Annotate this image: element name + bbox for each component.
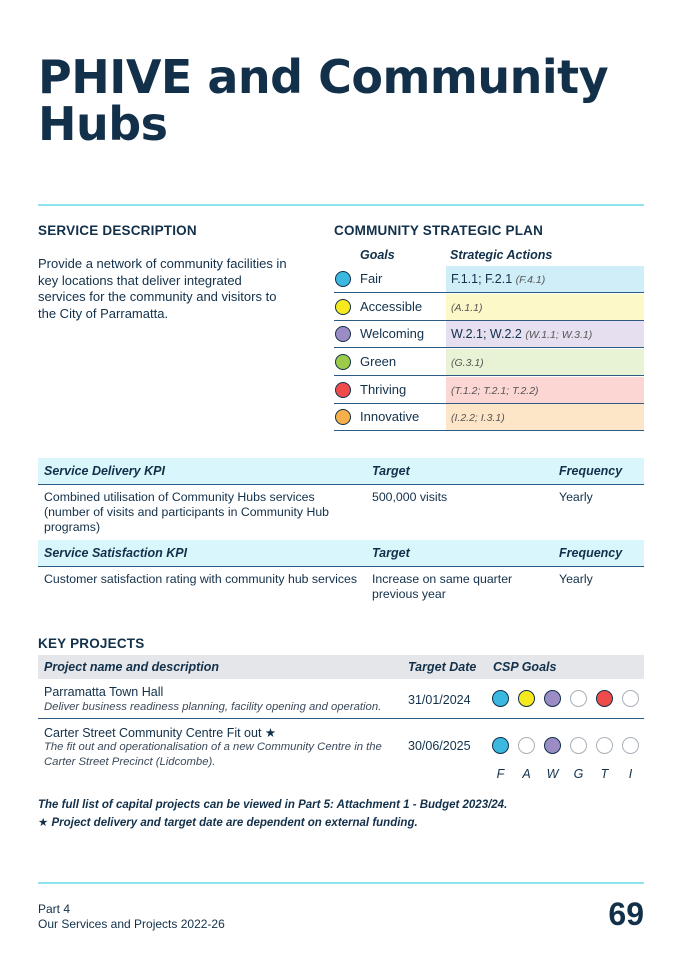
project-goal-dot-icon <box>518 690 535 707</box>
csp-goal: Innovative <box>360 409 420 425</box>
footer-section: Our Services and Projects 2022-26 <box>38 917 225 931</box>
kpi-col-name: Service Satisfaction KPI <box>44 546 188 560</box>
project-name: Parramatta Town Hall <box>44 685 164 699</box>
projects-col-goals: CSP Goals <box>493 660 557 674</box>
csp-goal-letter: W <box>546 767 559 781</box>
goal-color-icon <box>335 409 351 425</box>
goal-color-icon <box>335 354 351 370</box>
kpi-col-target: Target <box>372 546 410 560</box>
csp-row <box>334 294 644 321</box>
capital-projects-note: The full list of capital projects can be viewed in Part 5: Attachment 1 - Budget 2023/24. <box>38 799 508 811</box>
project-goal-dot-icon <box>518 737 535 754</box>
csp-row <box>334 377 644 404</box>
csp-table <box>334 244 644 432</box>
kpi-col-target: Target <box>372 464 410 478</box>
page-number: 69 <box>608 896 644 932</box>
kpi-table-header <box>38 458 644 485</box>
csp-row <box>334 321 644 348</box>
project-description: Deliver business readiness planning, facility opening and operation. <box>44 701 382 713</box>
service-description-text: Provide a network of community facilities in key locations that deliver integrated services for the community and visitors to the City of Parramatta. <box>38 256 287 321</box>
kpi-target: Increase on same quarter previous year <box>372 572 513 601</box>
csp-actions <box>446 404 644 430</box>
csp-row <box>334 404 644 431</box>
csp-col-goals: Goals <box>360 248 395 262</box>
footer-divider <box>38 882 644 884</box>
kpi-frequency: Yearly <box>559 572 593 586</box>
kpi-description: Customer satisfaction rating with community hub services <box>44 572 358 586</box>
csp-actions-sub: (W.1.1; W.3.1) <box>525 329 593 342</box>
csp-actions-sub: (T.1.2; T.2.1; T.2.2) <box>451 384 539 397</box>
csp-goal: Thriving <box>360 381 407 397</box>
csp-row <box>334 349 644 376</box>
projects-col-name: Project name and description <box>44 660 220 674</box>
kpi-description: Combined utilisation of Community Hubs services (number of visits and participants in Community Hub programs) <box>44 490 329 534</box>
kpi-row <box>38 485 644 541</box>
project-target-date: 30/06/2025 <box>408 739 471 753</box>
service-description-heading: SERVICE DESCRIPTION <box>38 223 197 238</box>
csp-actions-sub: (I.2.2; I.3.1) <box>451 412 505 425</box>
service-satisfaction-kpi-table <box>38 540 644 607</box>
kpi-col-frequency: Frequency <box>559 464 623 478</box>
project-goal-dot-icon <box>596 737 613 754</box>
csp-actions <box>446 294 644 320</box>
project-goal-dot-icon <box>492 737 509 754</box>
service-delivery-kpi-table <box>38 458 644 541</box>
csp-actions-sub: (G.3.1) <box>451 357 484 370</box>
goal-color-icon <box>335 299 351 315</box>
goal-color-icon <box>335 382 351 398</box>
kpi-frequency: Yearly <box>559 490 593 504</box>
csp-heading: COMMUNITY STRATEGIC PLAN <box>334 223 544 238</box>
external-funding-note: ★ Project delivery and target date are dependent on external funding. <box>38 817 418 829</box>
csp-actions <box>446 266 644 292</box>
csp-actions-main: W.2.1; W.2.2 <box>451 327 522 342</box>
csp-actions-sub: (F.4.1) <box>515 274 546 286</box>
csp-goal-letter: A <box>522 767 531 781</box>
csp-goal-letter: I <box>628 767 633 781</box>
kpi-target: 500,000 visits <box>372 490 448 504</box>
key-projects-heading: KEY PROJECTS <box>38 636 145 651</box>
csp-actions-sub: (A.1.1) <box>451 301 483 314</box>
csp-actions <box>446 377 644 403</box>
csp-table-header <box>334 244 644 266</box>
csp-goal: Welcoming <box>360 326 425 342</box>
project-name: Carter Street Community Centre Fit out ★ <box>44 726 277 740</box>
project-goal-dot-icon <box>570 737 587 754</box>
project-goal-dot-icon <box>622 737 639 754</box>
projects-table-header <box>38 655 644 679</box>
kpi-col-name: Service Delivery KPI <box>44 464 165 478</box>
csp-goal-letter: F <box>496 767 505 781</box>
kpi-row <box>38 567 644 607</box>
project-goal-dot-icon <box>544 690 561 707</box>
goal-color-icon <box>335 326 351 342</box>
csp-goal: Green <box>360 354 397 370</box>
csp-goal: Accessible <box>360 298 423 314</box>
csp-actions <box>446 349 644 375</box>
top-divider <box>38 204 644 206</box>
project-goal-dot-icon <box>544 737 561 754</box>
csp-actions <box>446 321 644 347</box>
project-target-date: 31/01/2024 <box>408 693 471 707</box>
kpi-table-header <box>38 540 644 567</box>
project-goal-dot-icon <box>492 690 509 707</box>
csp-goal-letter: T <box>600 767 609 781</box>
csp-col-actions: Strategic Actions <box>450 248 553 262</box>
footer-part: Part 4 <box>38 902 71 916</box>
goal-color-icon <box>335 271 351 287</box>
csp-goal: Fair <box>360 271 383 286</box>
csp-row <box>334 266 644 293</box>
projects-col-date: Target Date <box>408 660 477 674</box>
project-goal-dot-icon <box>596 690 613 707</box>
project-goal-dot-icon <box>570 690 587 707</box>
kpi-col-frequency: Frequency <box>559 546 623 560</box>
csp-goal-letter: G <box>573 767 584 781</box>
project-goal-dot-icon <box>622 690 639 707</box>
csp-actions-main: F.1.1; F.2.1 <box>451 272 513 286</box>
page-title: PHIVE and Community Hubs <box>38 50 609 151</box>
project-description: The fit out and operationalisation of a new Community Centre in the Carter Street Precinct (Lidcombe). <box>44 741 382 768</box>
